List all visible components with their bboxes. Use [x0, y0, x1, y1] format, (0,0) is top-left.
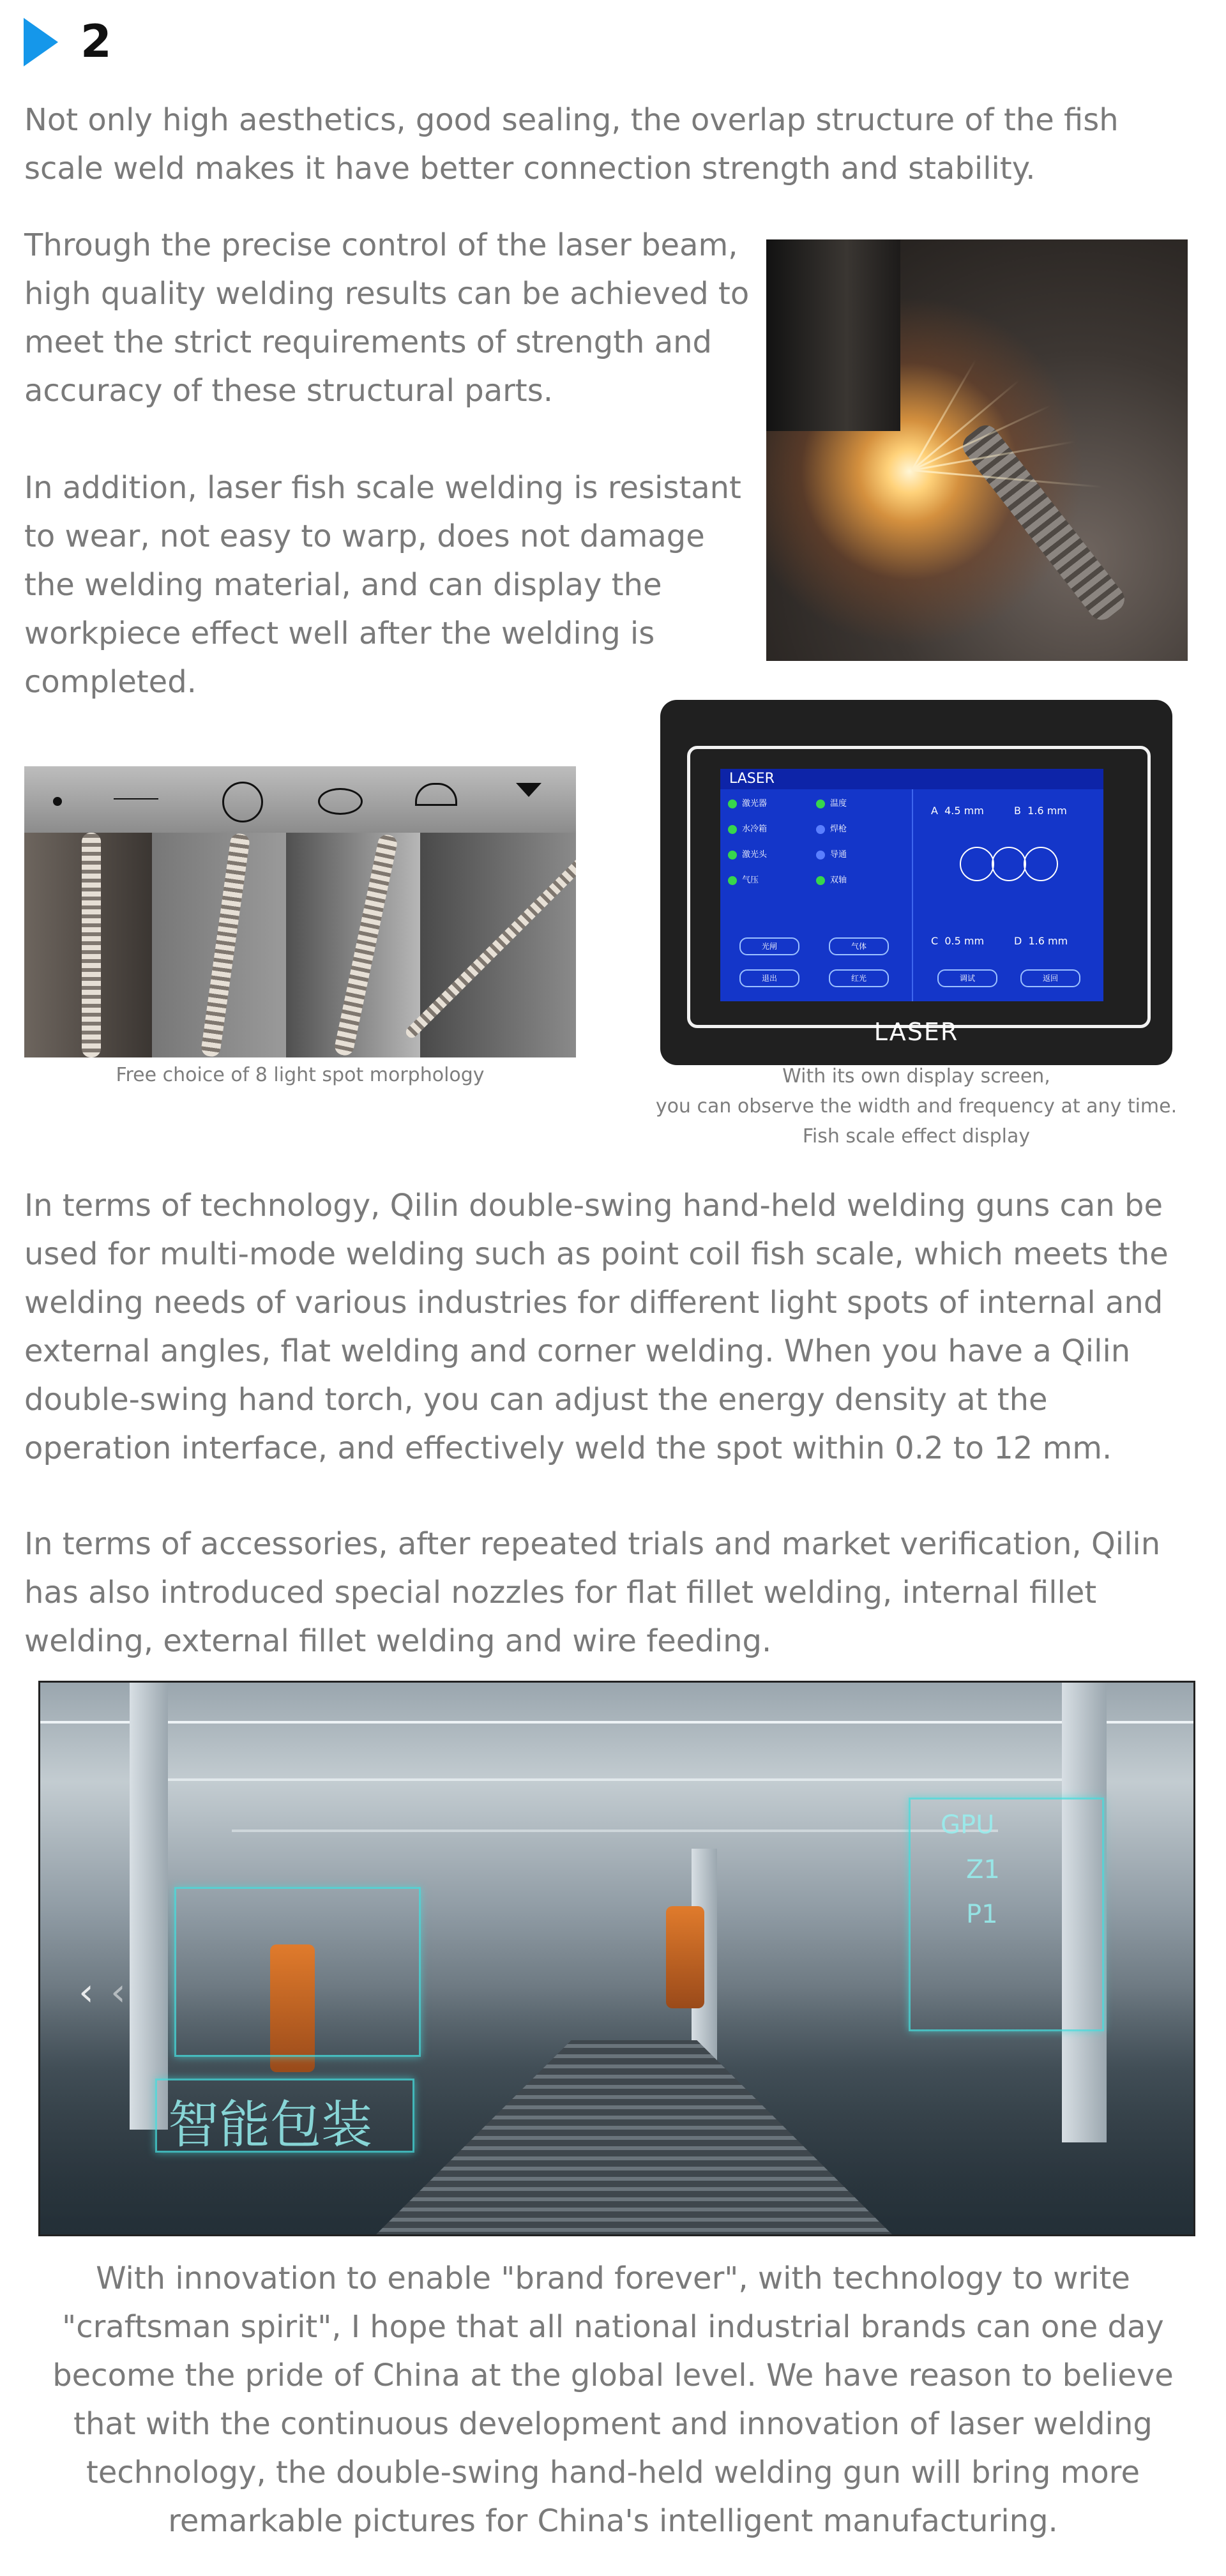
holo-label: 智能包装 — [168, 2095, 372, 2155]
welding-display-device — [660, 700, 1172, 1065]
intro-paragraph: Not only high aesthetics, good sealing, the overlap structure of the fish scale weld makes it have better connection strength and stability. — [24, 102, 1119, 186]
section-number: 2 — [80, 15, 112, 68]
status-gun: 焊枪 — [830, 824, 847, 834]
btn-back[interactable]: 返回 — [1020, 969, 1080, 987]
status-axis: 双轴 — [830, 875, 847, 885]
param-c-value: 0.5 mm — [944, 935, 985, 947]
btn-gas[interactable]: 气体 — [829, 937, 889, 955]
closing-paragraph: With innovation to enable "brand forever", with technology to write "craftsman spirit", I hope that all national industrial brands can one day become the pride of China at the global level. We have reason to believe that with the continuous development and innovation of laser welding technology, the double-swing hand-held welding gun will bring more remarkable pictures for China's intelligent manufacturing. — [52, 2261, 1174, 2539]
z1-label: Z1 — [966, 1855, 1000, 1884]
chevron-left-icon[interactable]: ‹ — [79, 1970, 94, 2015]
screen-caption-line-3: Fish scale effect display — [802, 1125, 1031, 1148]
laser-control-paragraph: Through the precise control of the laser beam, high quality welding results can be achieved to meet the strict requirements of strength and accuracy of these structural parts. — [24, 227, 750, 409]
status-temp: 温度 — [830, 799, 847, 808]
p1-label: P1 — [966, 1900, 998, 1929]
btn-exit[interactable]: 退出 — [739, 969, 799, 987]
btn-shutter[interactable]: 光闸 — [739, 937, 799, 955]
fish-scale-circle-icon — [960, 847, 994, 881]
status-laser: 激光器 — [742, 799, 768, 808]
status-conduct: 导通 — [830, 850, 847, 860]
device-screen: LASER 激光器 水冷箱 激光头 气压 温度 焊枪 导通 双轴 光闸 气体 退出 红光 调试 返回 A 4.5 mm B 1.6 mm C 0.5 mm D 1.6 mm — [720, 769, 1103, 1001]
fish-scale-circle-icon — [1024, 847, 1058, 881]
screen-brand: LASER — [729, 771, 775, 787]
smart-factory-photo — [38, 1681, 1195, 2236]
laser-welding-photo — [766, 239, 1188, 661]
param-d-value: 1.6 mm — [1028, 935, 1068, 947]
technology-paragraph: In terms of technology, Qilin double-swing hand-held welding guns can be used for multi-mode welding such as point coil fish scale, which meets the welding needs of various industries for different light spots of internal and external angles, flat welding and corner welding. When you have a Qilin double-swing hand torch, you can adjust the energy density at the operation interface, and effectively weld the spot within 0.2 to 12 mm. — [24, 1188, 1169, 1466]
status-water: 水冷箱 — [742, 824, 768, 834]
param-a-value: 4.5 mm — [944, 805, 984, 817]
device-brand-logo: LASER — [874, 1018, 959, 1046]
screen-caption-line-1: With its own display screen, — [782, 1065, 1050, 1087]
spot-caption: Free choice of 8 light spot morphology — [116, 1064, 485, 1086]
status-head: 激光头 — [742, 850, 768, 860]
param-b-value: 1.6 mm — [1027, 805, 1067, 817]
fish-scale-circle-icon — [992, 847, 1026, 881]
accessories-paragraph: In terms of accessories, after repeated trials and market verification, Qilin has also introduced special nozzles for flat fillet welding, internal fillet welding, external fillet welding and wire feeding. — [24, 1526, 1161, 1659]
status-pressure: 气压 — [742, 875, 759, 885]
light-spot-morphology-photo — [24, 766, 576, 1057]
gpu-label: GPU — [941, 1810, 995, 1840]
btn-redlight[interactable]: 红光 — [829, 969, 889, 987]
play-triangle-icon — [24, 18, 58, 66]
btn-debug[interactable]: 调试 — [937, 969, 997, 987]
resistance-paragraph: In addition, laser fish scale welding is resistant to wear, not easy to warp, does not damage the welding material, and can display the workpiece effect well after the welding is completed. — [24, 470, 741, 700]
chevron-left-icon: ‹ — [110, 1970, 126, 2015]
screen-caption-line-2: you can observe the width and frequency at any time. — [655, 1095, 1177, 1118]
